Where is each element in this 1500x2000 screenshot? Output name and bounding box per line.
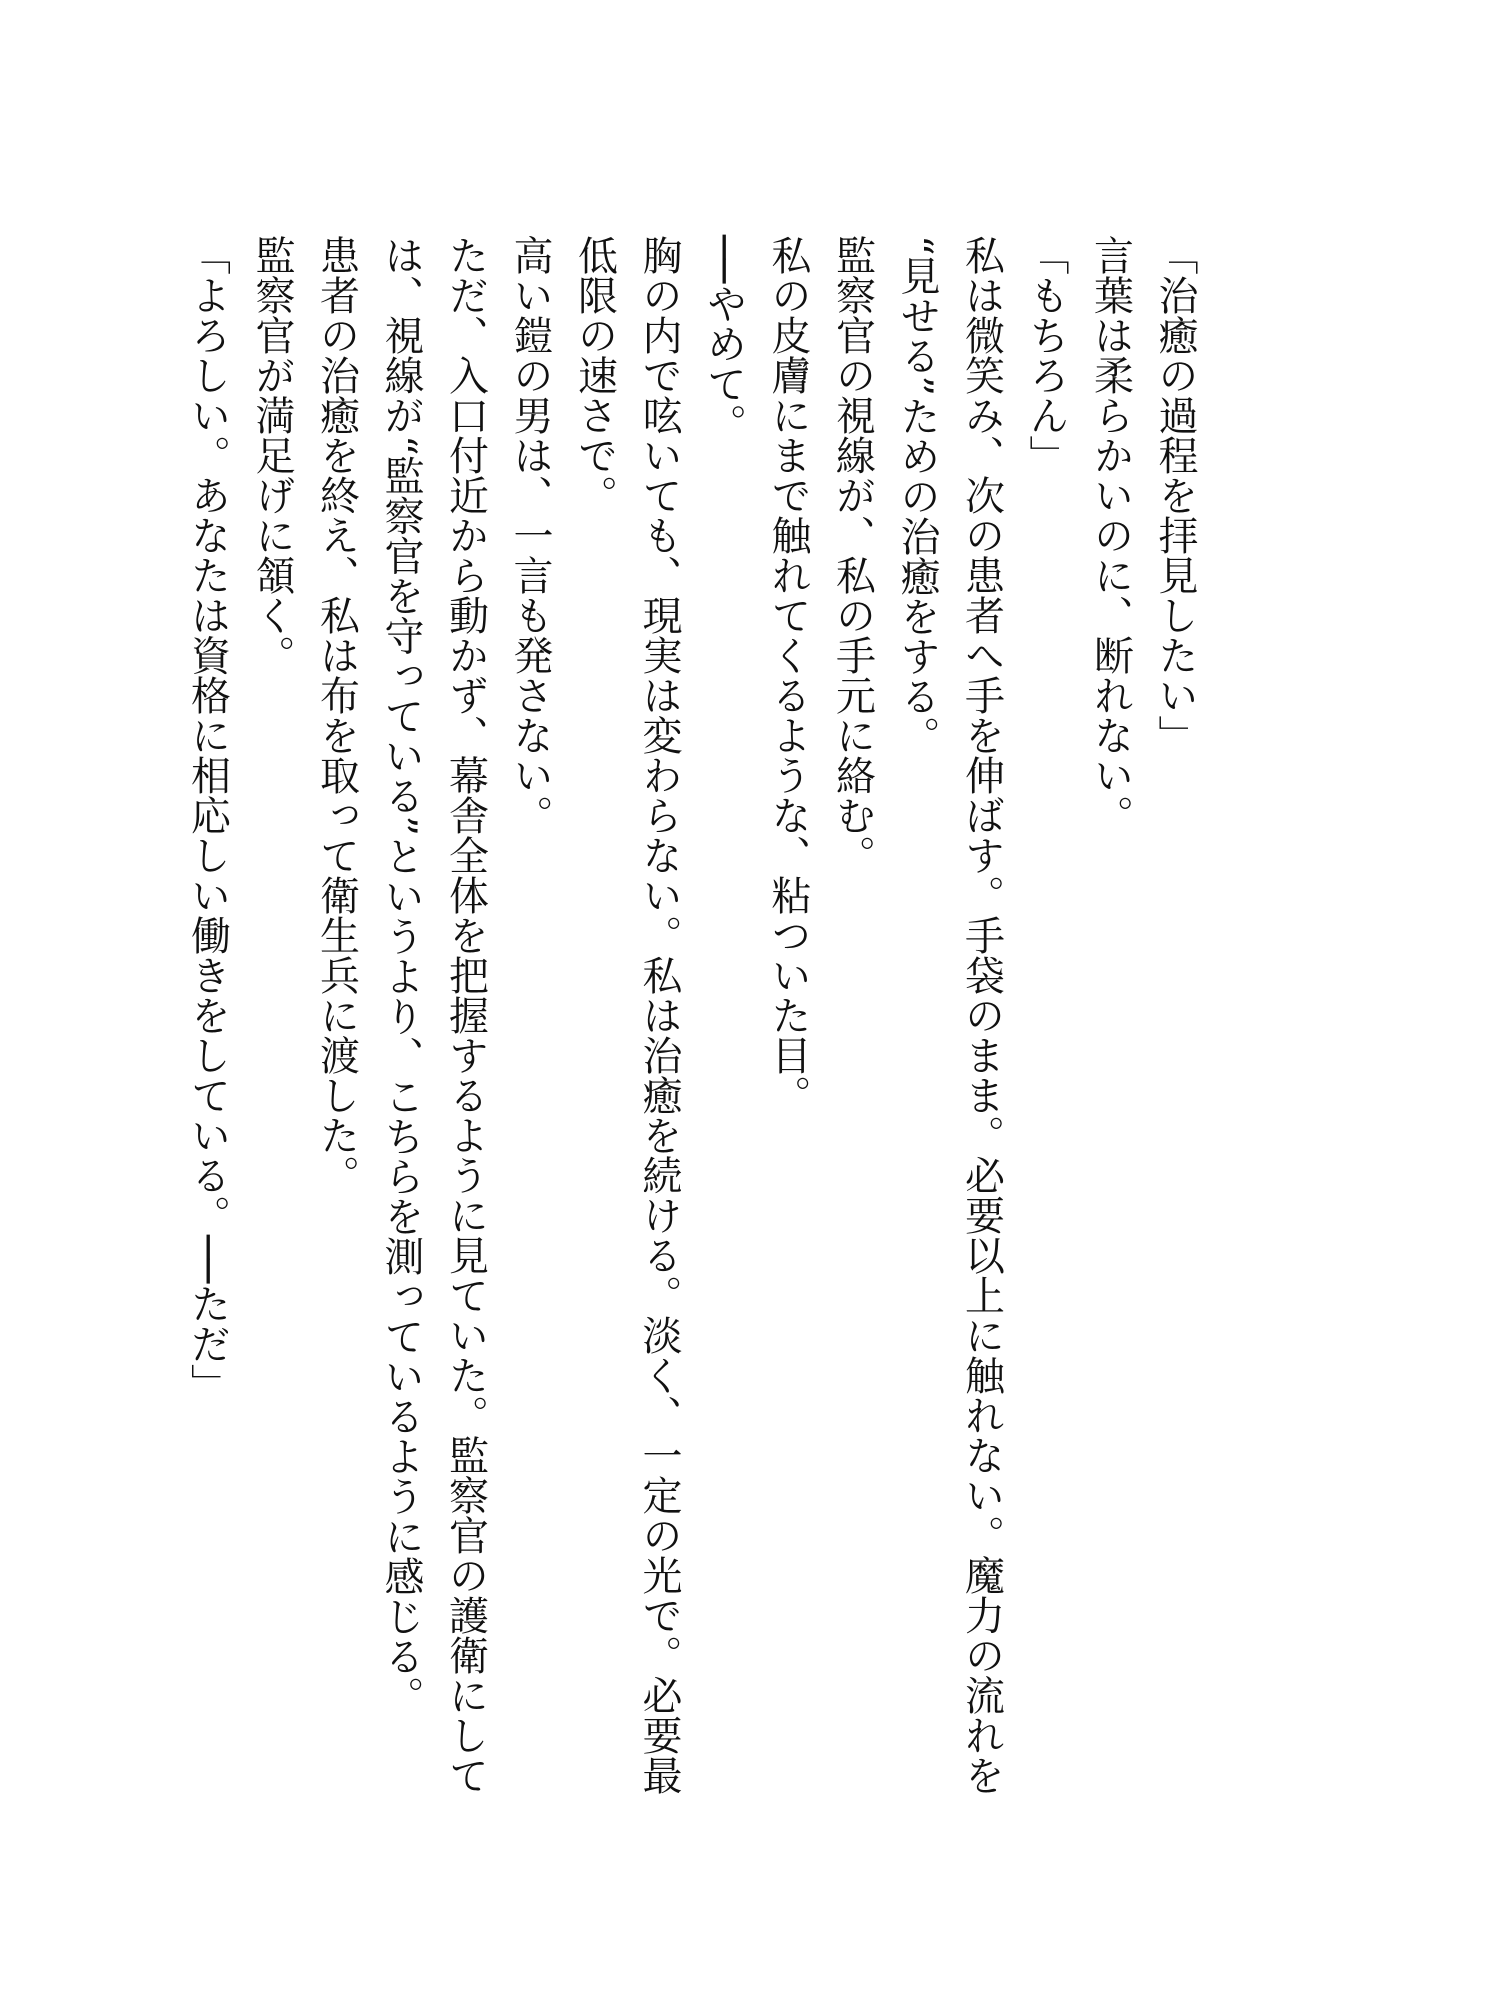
text-line: 「よろしい。あなたは資格に相応しい働きをしている。──ただ」 (184, 235, 231, 1404)
text-line: ただ、入口付近から動かず、幕舎全体を把握するように見ていた。監察官の護衛にしては、視線が“監察官を守っている”というより、こちらを測っているように感じる。 (378, 235, 489, 1795)
text-line: 「もちろん」 (1023, 235, 1069, 475)
text-line: 言葉は柔らかいのに、断れない。 (1087, 235, 1134, 835)
text-line: 私は微笑み、次の患者へ手を伸ばす。手袋のまま。必要以上に触れない。魔力の流れを“見せる”ための治癒をする。 (894, 235, 1005, 1795)
text-line: 患者の治癒を終え、私は布を取って衛生兵に渡した。 (313, 235, 360, 1195)
text-line: 胸の内で呟いても、現実は変わらない。私は治癒を続ける。淡く、一定の光で。必要最低限の速さで。 (571, 235, 682, 1795)
text-line: 監察官の視線が、私の手元に絡む。 (829, 235, 876, 875)
text-line: 「治癒の過程を拝見したい」 (1152, 235, 1198, 755)
text-line: ──やめて。 (700, 235, 747, 444)
text-line: 私の皮膚にまで触れてくるような、粘ついた目。 (765, 235, 811, 1115)
vertical-text-body (175, 235, 1207, 1795)
text-line: 監察官が満足げに頷く。 (249, 235, 295, 675)
text-line: 高い鎧の男は、一言も発さない。 (507, 235, 553, 835)
